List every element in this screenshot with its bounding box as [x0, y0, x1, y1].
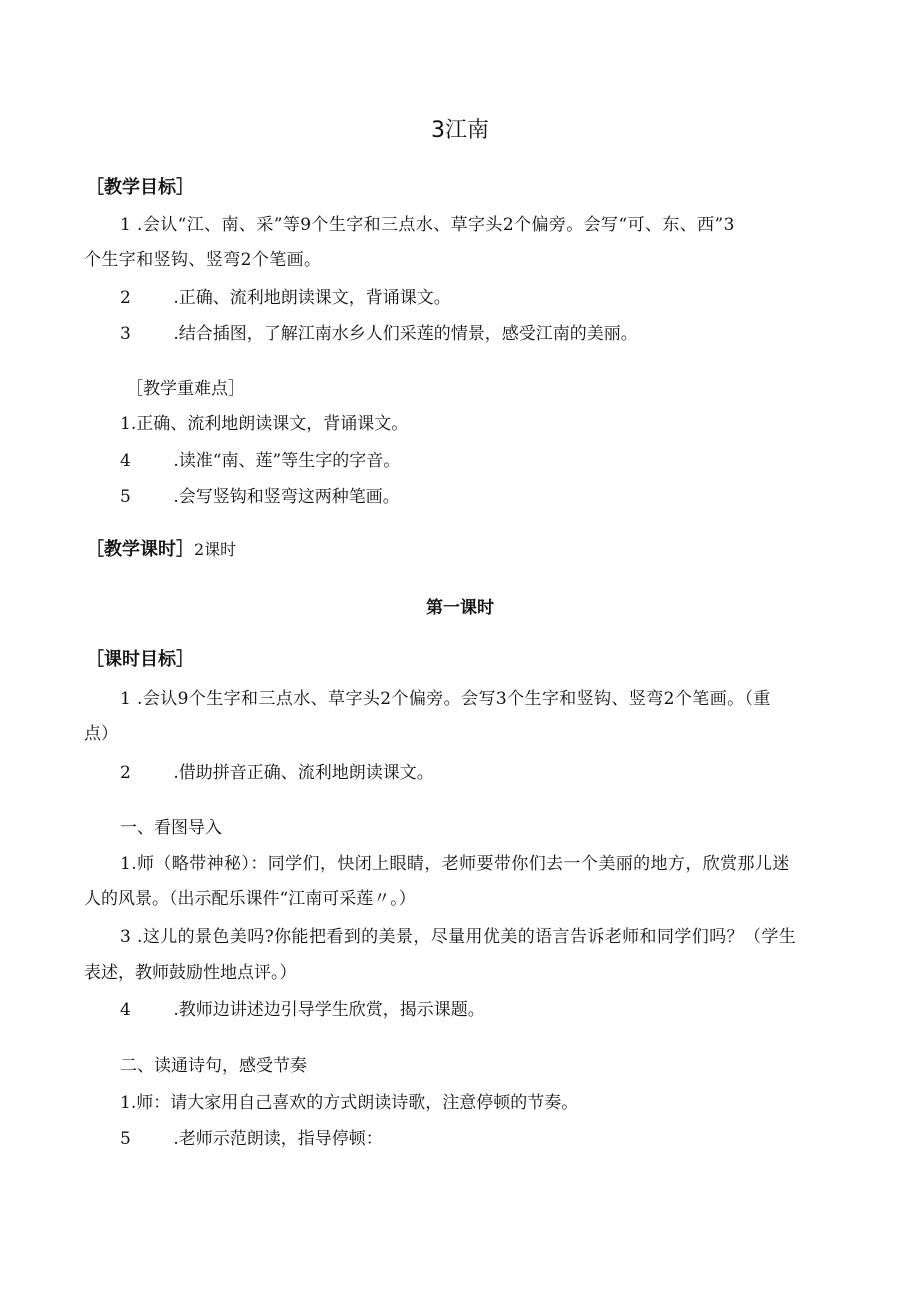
part-two-item-2-text: .老师示范朗读，指导停顿：: [173, 1129, 383, 1149]
class-hours-value: 2课时: [194, 540, 237, 559]
lesson-goal-1-text: .会认9个生字和三点水、草字头2个偏旁。会写3个生字和竖钩、竖弯2个笔画。（重: [137, 689, 771, 709]
key-point-3: [120, 486, 400, 508]
key-point-3-text: .会写竖钩和竖弯这两种笔画。: [173, 487, 400, 507]
section-heading-key-points: ［教学重难点］: [126, 379, 245, 399]
lesson-goal-1-number: 1: [120, 689, 132, 709]
part-one-item-2-number: 3: [120, 927, 132, 947]
key-point-2-number: 4: [120, 451, 131, 471]
part-two-item-1-number: 1.: [120, 1093, 137, 1113]
key-point-1: [120, 413, 408, 435]
goal-item-2-text: .正确、流利地朗读课文，背诵课文。: [173, 288, 451, 308]
lesson-goal-2-text: .借助拼音正确、流利地朗读课文。: [173, 763, 434, 783]
part-one-item-1-number: 1.: [120, 854, 138, 874]
goal-item-3-number: 3: [120, 324, 131, 344]
section-heading-teaching-goals: ［教学目标］: [86, 177, 194, 198]
part-two-item-2-number: 5: [120, 1129, 131, 1149]
part-one-item-3: [120, 999, 485, 1021]
section-heading-lesson-goals: ［课时目标］: [86, 649, 194, 670]
lesson-goal-2: [120, 762, 434, 784]
key-point-2-text: .读准“南、莲”等生字的字音。: [173, 451, 401, 471]
part-two-item-1: [120, 1092, 578, 1114]
part-two-item-2: [120, 1128, 383, 1150]
goal-item-3: [120, 323, 638, 345]
goal-item-1: [120, 214, 735, 236]
goal-item-1-number: 1: [120, 215, 132, 235]
part-one-item-1-text: 师（略带神秘）：同学们，快闭上眼睛，老师要带你们去一个美丽的地方，欣赏那儿迷: [137, 854, 790, 874]
part-one-heading: 一、看图导入: [120, 818, 222, 838]
part-two-heading: 二、读通诗句，感受节奏: [120, 1056, 307, 1076]
page-title: 3江南: [431, 118, 489, 143]
key-point-2: [120, 450, 400, 472]
lesson-goal-1: [120, 688, 771, 710]
part-one-item-1: [120, 853, 790, 875]
key-point-3-number: 5: [120, 487, 131, 507]
part-one-item-2: [120, 926, 796, 948]
key-point-1-number: 1.: [120, 414, 137, 434]
part-one-item-1-continuation: 人的风景。（出示配乐课件“江南可采莲〃。）: [84, 889, 416, 909]
part-two-item-1-text: 师：请大家用自己喜欢的方式朗读诗歌，注意停顿的节奏。: [136, 1093, 579, 1113]
goal-item-1-continuation: 个生字和竖钩、竖弯2个笔画。: [84, 250, 322, 270]
part-one-item-3-text: .教师边讲述边引导学生欣赏，揭示课题。: [173, 1000, 485, 1020]
goal-item-2-number: 2: [120, 288, 131, 308]
lesson-title: 第一课时: [426, 598, 494, 618]
lesson-goal-2-number: 2: [120, 763, 131, 783]
lesson-goal-1-continuation: 点）: [84, 724, 118, 744]
part-one-item-3-number: 4: [120, 1000, 131, 1020]
class-hours: [86, 539, 236, 561]
part-one-item-2-continuation: 表述，教师鼓励性地点评。）: [84, 963, 297, 983]
goal-item-2: [120, 287, 451, 309]
section-heading-class-hours: ［教学课时］: [86, 539, 194, 560]
key-point-1-text: 正确、流利地朗读课文，背诵课文。: [136, 414, 409, 434]
part-one-item-2-text: .这儿的景色美吗?你能把看到的美景，尽量用优美的语言告诉老师和同学们吗？（学生: [137, 927, 797, 947]
goal-item-1-text: .会认“江、南、采”等9个生字和三点水、草字头2个偏旁。会写“可、东、西”3: [137, 215, 735, 235]
goal-item-3-text: .结合插图，了解江南水乡人们采莲的情景，感受江南的美丽。: [173, 324, 638, 344]
